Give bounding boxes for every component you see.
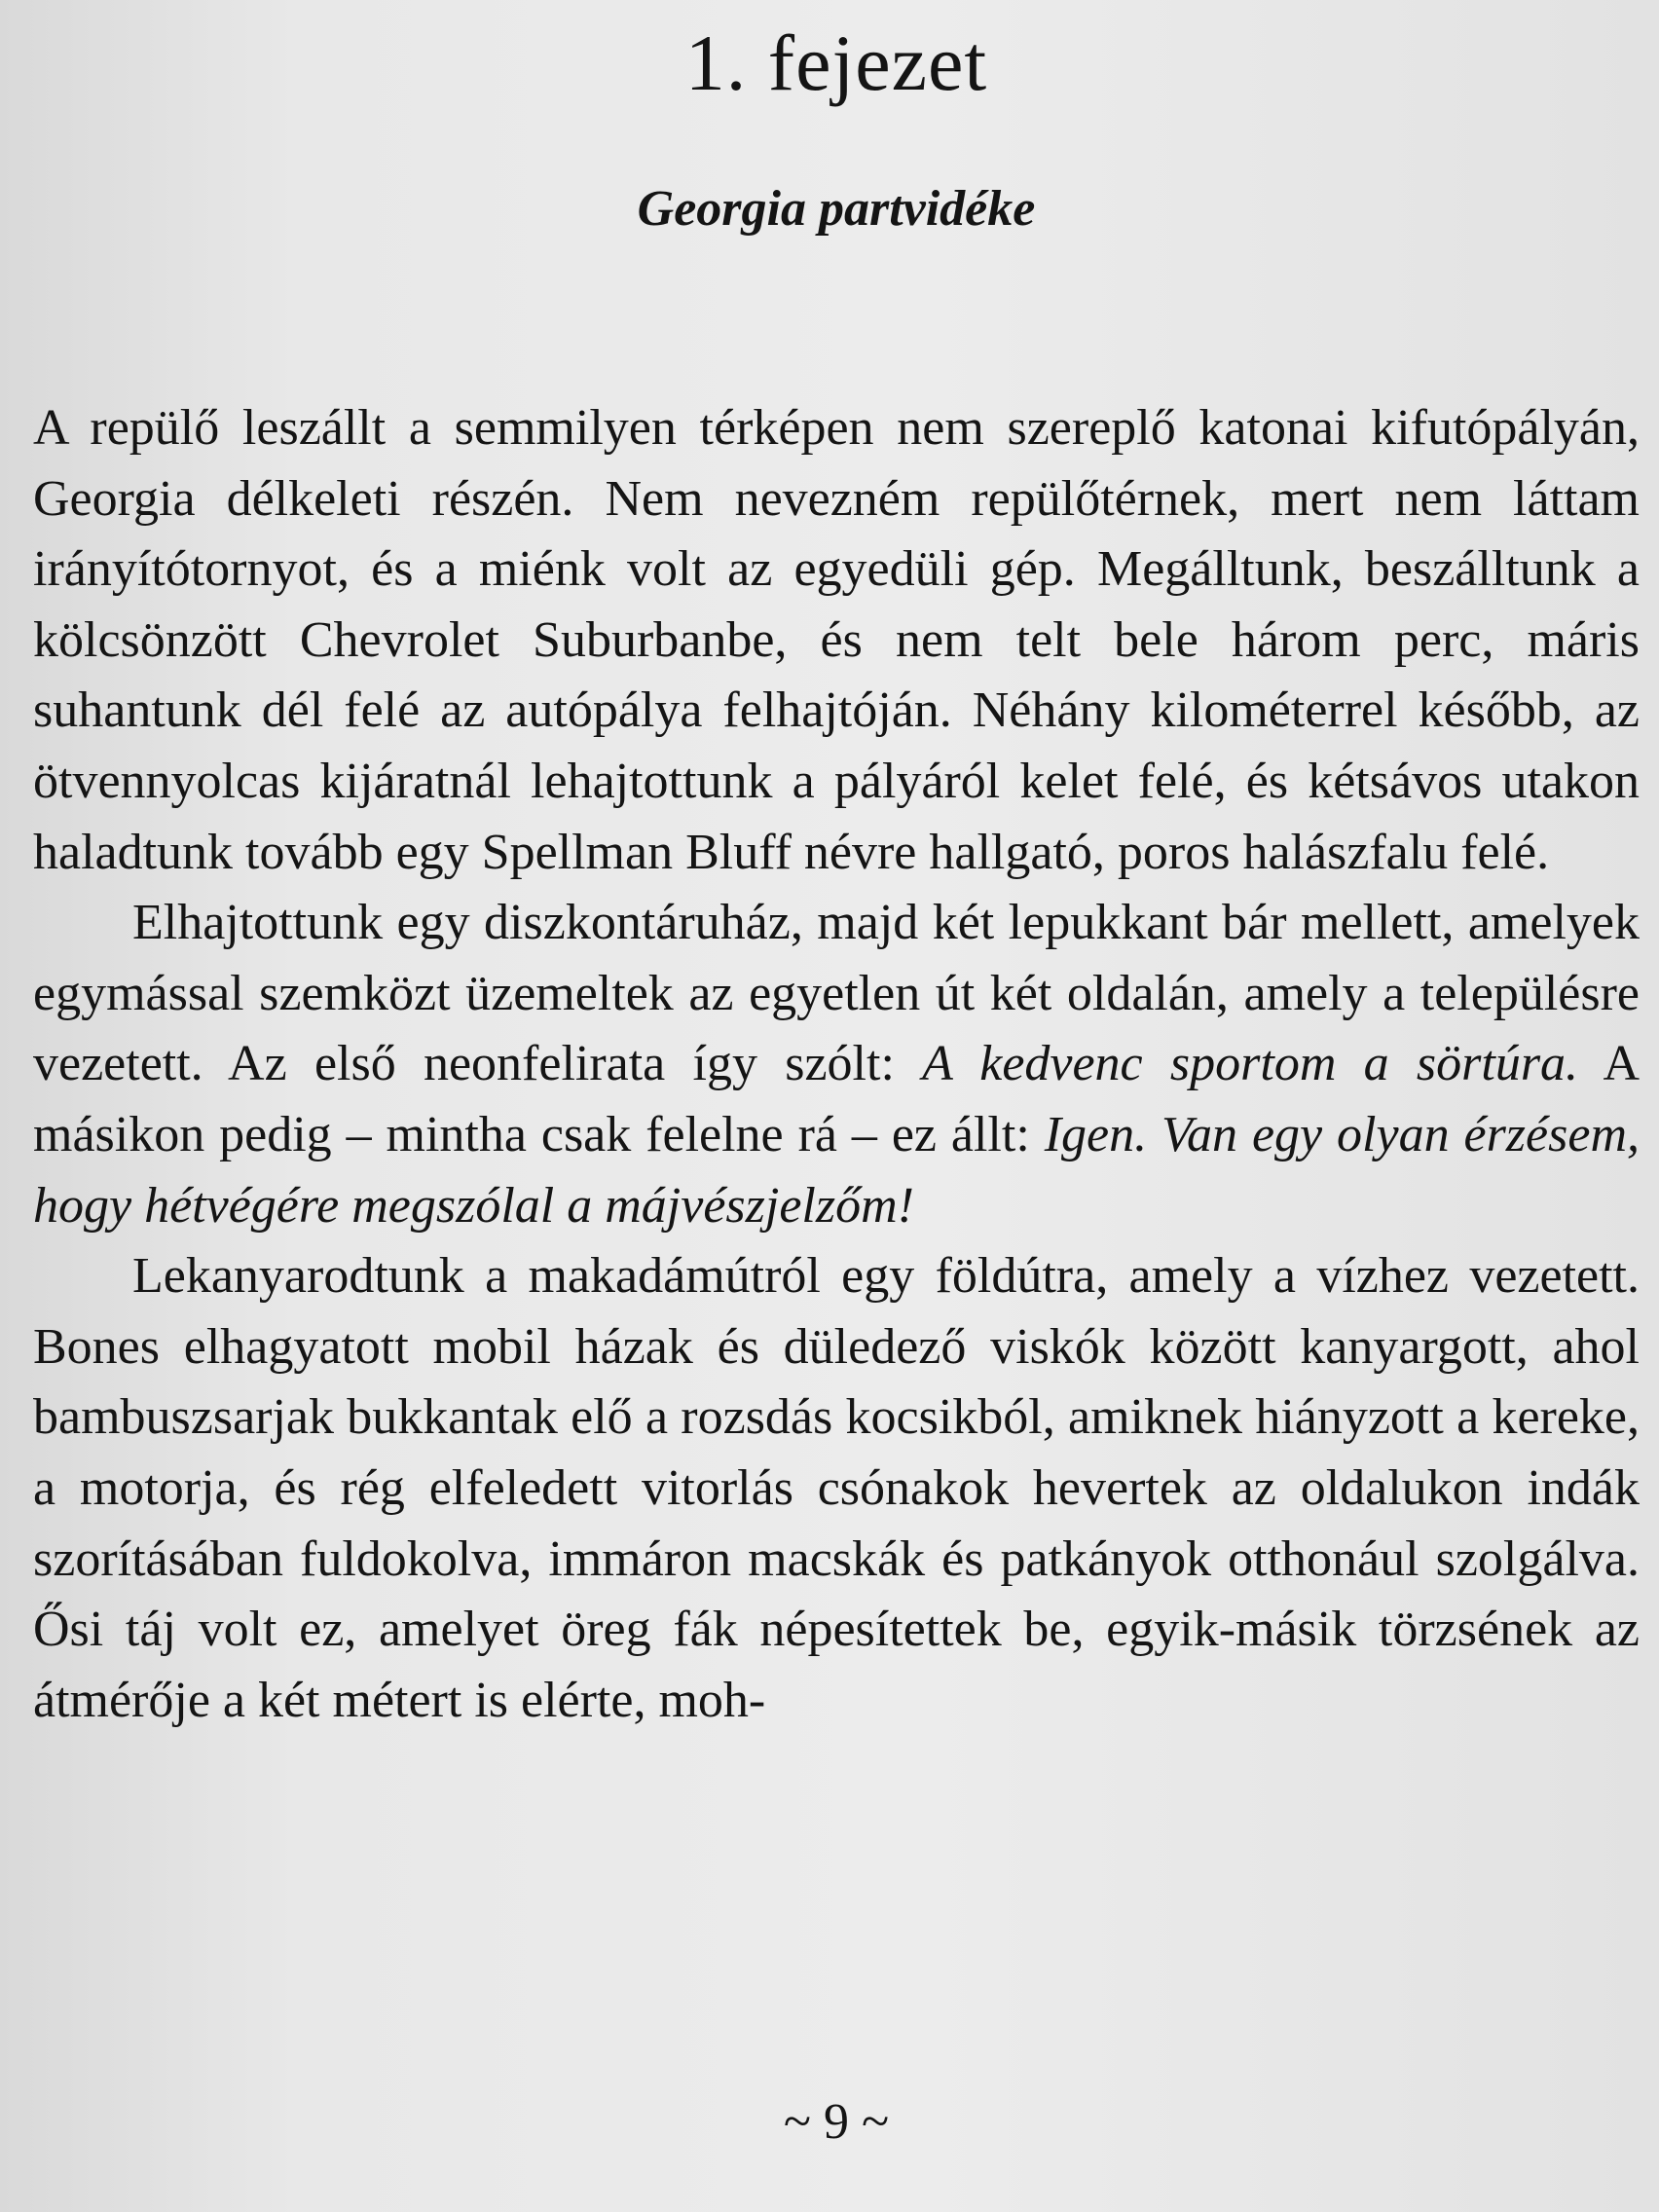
page-number: ~ 9 ~ [783,2094,890,2150]
paragraph-3-text: Lekanyarodtunk a makadámútról egy földútra, amely a vízhez vezetett. Bones elhagyatott mobil házak és düledező viskók között kanyargott, ahol bambuszsarjak bukkantak elő a rozsdás kocsikból, amiknek hiányzott a kereke, a motorja, és rég elfeledett vitorlás csónakok hevertek az oldalukon indák szorításában fuldokolva, immáron macskák és patkányok otthonául szolgálva. Ősi táj volt ez, amelyet öreg fák népesítettek be, egyik-másik törzsének az átmérője a két métert is elérte, moh- [33,1248,1640,1728]
neon-sign-1-text: A kedvenc sportom a sörtúra. [922,1036,1579,1092]
book-page [33,0,1640,2212]
paragraph-2-text-cont: A másikon pedig – mintha csak felelne rá – ez állt: [33,1036,1641,1162]
paragraph-2 [33,888,1640,1241]
chapter-title: 1. fejezet [684,18,988,107]
paragraph-3 [33,1241,1640,1736]
neon-sign-2-text: Igen. Van egy olyan érzésem, hogy hétvégére megszólal a májvészjelzőm! [33,1106,1640,1234]
chapter-subtitle: Georgia partvidéke [637,181,1036,237]
paragraph-1-text: A repülő leszállt a semmilyen térképen nem szereplő katonai kifutópályán, Georgia délkeleti részén. Nem nevezném repülőtérnek, mert nem láttam irányítótornyot, és a miénk volt az egyedüli gép. Megálltunk, beszálltunk a kölcsönzött Chevrolet Suburbanbe, és nem telt bele három perc, máris suhantunk dél felé az autópálya felhajtóján. Néhány kilométerrel később, az ötvennyolcas kijáratnál lehajtottunk a pályáról kelet felé, és kétsávos utakon haladtunk tovább egy Spellman Bluff névre hallgató, poros halászfalu felé. [33,400,1640,880]
paragraph-1 [33,393,1640,888]
paragraph-2-text: Elhajtottunk egy diszkontáruház, majd két lepukkant bár mellett, amelyek egymással szemközt üzemeltek az egyetlen út két oldalán, amely a településre vezetett. Az első neonfelirata így szólt: [33,895,1640,1092]
chapter-body [33,393,1640,1736]
